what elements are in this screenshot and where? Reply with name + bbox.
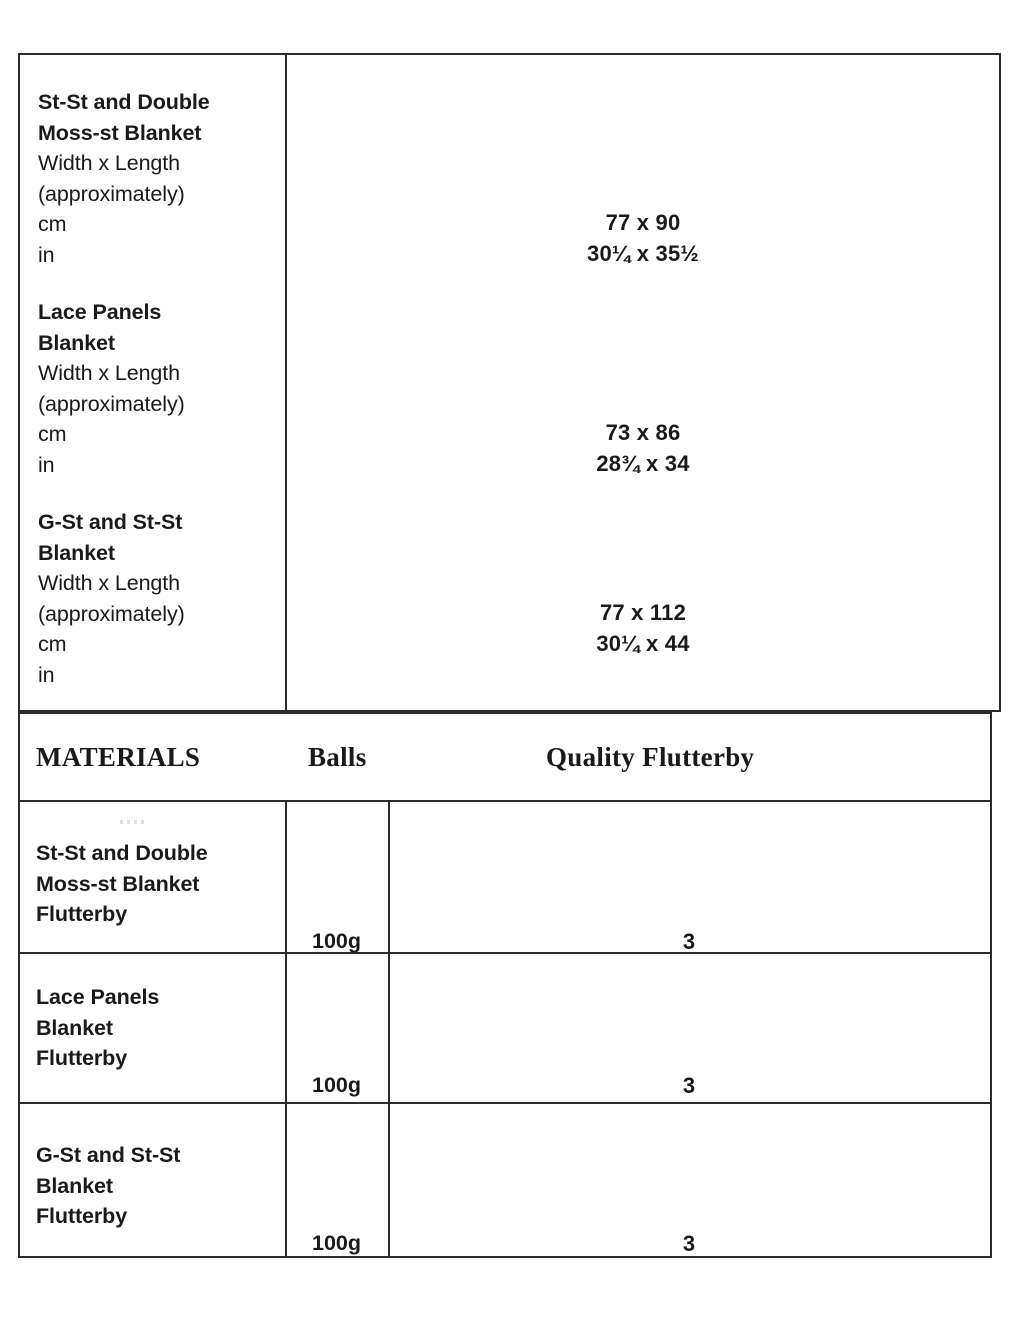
material-name bbox=[36, 838, 280, 930]
block-unit-cm: cm bbox=[38, 212, 67, 236]
table-row bbox=[20, 954, 990, 1104]
material-name bbox=[36, 982, 280, 1074]
material-name-line-3: Flutterby bbox=[36, 1204, 128, 1228]
material-quantity-value: 3 bbox=[682, 1073, 696, 1098]
material-name-line-2: Moss-st Blanket bbox=[36, 871, 200, 896]
value-cm: 77 x 112 bbox=[599, 600, 687, 625]
block-subtitle-line-1: Width x Length bbox=[38, 571, 181, 595]
value-cm: 77 x 90 bbox=[605, 210, 681, 235]
block-unit-in: in bbox=[38, 452, 55, 477]
material-name-line-2: Blanket bbox=[36, 1015, 113, 1040]
material-balls-value: 100g bbox=[311, 1231, 361, 1255]
scan-artifact bbox=[120, 820, 146, 824]
dimension-values-g-st-st-st bbox=[287, 597, 999, 659]
material-name-line-1: G-St and St-St bbox=[36, 1143, 181, 1167]
dimension-block-g-st-st-st bbox=[38, 507, 276, 690]
dimensions-label-column bbox=[20, 55, 285, 710]
block-title-line-2: Blanket bbox=[38, 540, 115, 565]
block-unit-in: in bbox=[38, 662, 55, 687]
value-cm: 73 x 86 bbox=[605, 420, 681, 445]
material-name-line-2: Blanket bbox=[36, 1173, 113, 1198]
block-title-line-1: G-St and St-St bbox=[38, 510, 183, 534]
block-unit-in: in bbox=[38, 242, 55, 267]
material-name bbox=[36, 1140, 280, 1232]
block-title-line-1: Lace Panels bbox=[38, 300, 162, 324]
dimension-block-lace-panels bbox=[38, 297, 276, 480]
table-row bbox=[20, 1104, 990, 1258]
block-subtitle-line-1: Width x Length bbox=[38, 151, 181, 175]
block-title-line-1: St-St and Double bbox=[38, 90, 210, 114]
value-in: 30¼ x 44 bbox=[596, 631, 690, 656]
dimensions-table bbox=[18, 53, 1001, 712]
dimension-values-st-st-double-moss bbox=[287, 207, 999, 269]
dimensions-value-column bbox=[287, 55, 999, 710]
material-quantity-value: 3 bbox=[682, 1231, 696, 1256]
material-balls-value: 100g bbox=[311, 929, 361, 953]
block-subtitle-line-2: (approximately) bbox=[38, 601, 185, 626]
block-title-line-2: Blanket bbox=[38, 330, 115, 355]
material-name-line-3: Flutterby bbox=[36, 1046, 128, 1070]
dimension-block-st-st-double-moss bbox=[38, 87, 276, 270]
column-header-quality-flutterby: Quality Flutterby bbox=[546, 742, 755, 772]
material-balls-value: 100g bbox=[311, 1073, 361, 1097]
block-unit-cm: cm bbox=[38, 632, 67, 656]
materials-header-row bbox=[20, 714, 990, 802]
value-in: 28¾ x 34 bbox=[596, 451, 690, 476]
block-unit-cm: cm bbox=[38, 422, 67, 446]
material-quantity-value: 3 bbox=[682, 929, 696, 954]
materials-table bbox=[18, 712, 992, 1258]
material-name-line-1: St-St and Double bbox=[36, 841, 208, 865]
material-name-line-3: Flutterby bbox=[36, 902, 128, 926]
column-header-materials: MATERIALS bbox=[36, 742, 201, 772]
dimension-values-lace-panels bbox=[287, 417, 999, 479]
material-name-line-1: Lace Panels bbox=[36, 985, 160, 1009]
block-subtitle-line-2: (approximately) bbox=[38, 391, 185, 416]
value-in: 30¼ x 35½ bbox=[587, 241, 699, 266]
block-subtitle-line-1: Width x Length bbox=[38, 361, 181, 385]
table-row bbox=[20, 802, 990, 954]
block-subtitle-line-2: (approximately) bbox=[38, 181, 185, 206]
block-title-line-2: Moss-st Blanket bbox=[38, 120, 202, 145]
column-header-balls: Balls bbox=[308, 742, 367, 772]
